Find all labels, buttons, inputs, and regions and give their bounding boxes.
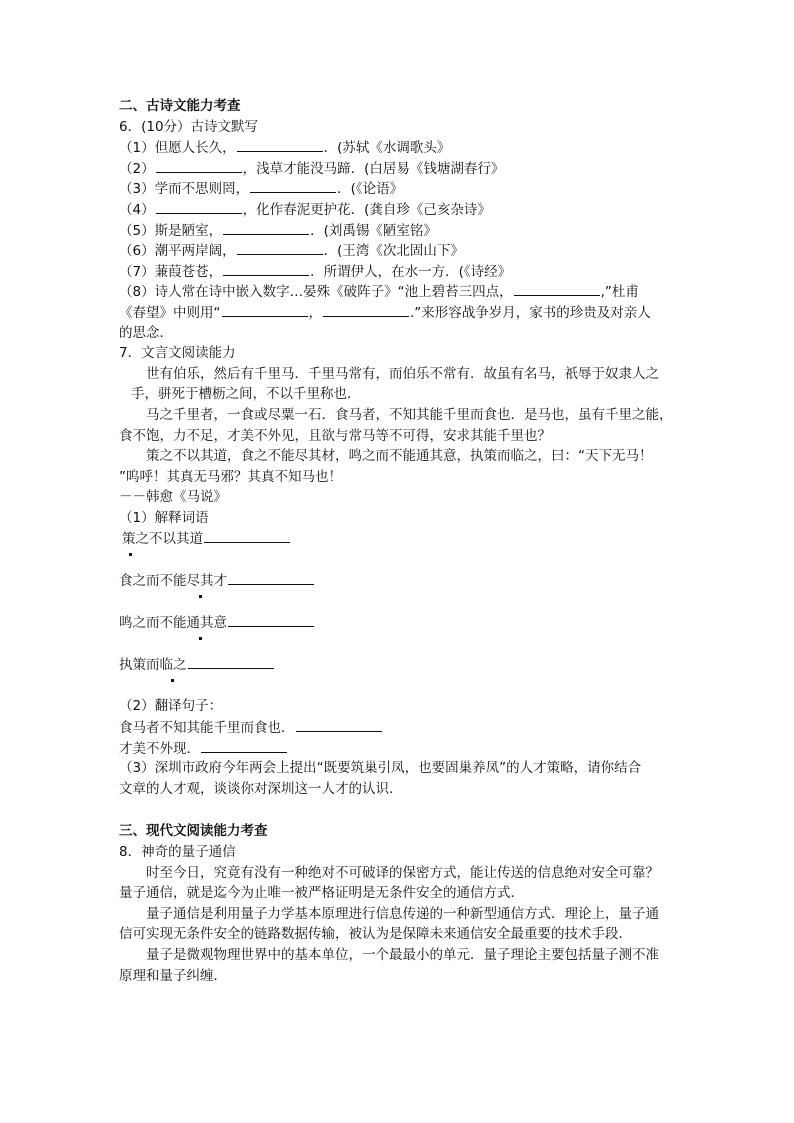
q6-item-8-text2: ,”杜甫 <box>600 284 639 301</box>
q6-item-6-suffix: ．(王湾《次北固山下》 <box>323 243 464 260</box>
q7-sentence-1-text: 食马者不知其能千里而食也． <box>119 720 295 737</box>
q6-item-7-suffix: ．所谓伊人，在水一方．(《诗经》 <box>310 263 512 280</box>
q7-title: 7．文言文阅读能力 <box>119 345 236 362</box>
q6-item-8-text1: （8）诗人常在诗中嵌入数字…晏殊《破阵子》“池上碧苔三四点， <box>119 284 513 301</box>
q6-item-2-prefix: （2） <box>119 160 155 177</box>
answer-blank <box>223 261 309 276</box>
q6-item-8-text4: ， <box>308 304 322 321</box>
q7-word-4 <box>119 654 685 696</box>
q6-item-8-line3: 的思念． <box>119 324 173 341</box>
q7-para2-line1: 马之千里者，一食或尽粟一石．食马者，不知其能千里而食也．是马也，虽有千里之能， <box>146 406 673 423</box>
q7-word-1-text: 策之不以其道 <box>122 531 203 548</box>
answer-blank <box>250 178 336 193</box>
emphasis-dot <box>199 637 202 640</box>
q7-word-1 <box>119 528 685 570</box>
document-page <box>119 96 685 986</box>
q6-item-5-suffix: ．(刘禹锡《陋室铭》 <box>310 222 437 239</box>
q8-p1-line1: 时至今日，究竟有没有一种绝对不可破译的保密方式，能让传送的信息绝对安全可靠？ <box>146 864 659 881</box>
emphasis-dot <box>129 553 132 556</box>
q8-p3-line2: 原理和量子纠缠． <box>119 967 227 984</box>
q6-item-7 <box>119 261 685 282</box>
q7-sentence-1 <box>119 717 685 738</box>
q6-item-3-suffix: ．(《论语》 <box>337 181 404 198</box>
q7-para1-line2: 手，骈死于槽枥之间，不以千里称也． <box>131 386 361 403</box>
q6-item-4-suffix: ，化作春泥更护花．(龚自珍《己亥杂诗》 <box>242 201 491 218</box>
q7-sub3-line2: 文章的人才观，谈谈你对深圳这一人才的认识． <box>119 780 403 797</box>
q6-item-1-prefix: （1）但愿人长久， <box>119 140 236 157</box>
q7-sub1-title: （1）解释词语 <box>119 509 209 526</box>
answer-blank <box>156 199 242 214</box>
q7-word-2 <box>119 570 685 612</box>
q6-item-7-prefix: （7）蒹葭苍苍， <box>119 263 223 280</box>
section-gap <box>119 799 685 821</box>
q7-para1-line1: 世有伯乐，然后有千里马．千里马常有，而伯乐不常有．故虽有名马，祇辱于奴隶人之 <box>146 365 659 382</box>
answer-blank <box>188 654 274 669</box>
section2-heading: 二、古诗文能力考查 <box>119 98 241 114</box>
q6-item-8-text3: 《春望》中则用“ <box>119 304 221 321</box>
q6-title: 6．(10分）古诗文默写 <box>119 118 259 135</box>
answer-blank <box>514 281 600 296</box>
q7-sub2-title: （2）翻译句子： <box>119 698 223 715</box>
emphasis-dot <box>171 679 174 682</box>
answer-blank <box>296 717 382 732</box>
q6-item-1 <box>119 137 685 158</box>
q8-title: 8．神奇的量子通信 <box>119 844 236 861</box>
answer-blank <box>222 302 308 317</box>
q6-item-1-suffix: ．(苏轼《水调歌头》 <box>323 140 451 157</box>
q7-word-3-text: 鸣之而不能通其意 <box>119 615 227 632</box>
q6-item-8-line2 <box>119 302 685 323</box>
answer-blank <box>237 240 323 255</box>
q7-sentence-2-text: 才美不外现． <box>119 740 200 757</box>
q8-p2-line1: 量子通信是利用量子力学基本原理进行信息传递的一种新型通信方式．理论上，量子通 <box>146 905 659 922</box>
q6-item-8-text5: .”来形容战争岁月，家书的珍贵及对亲人 <box>410 304 651 321</box>
q6-item-8-line1 <box>119 281 685 302</box>
q7-word-4-text: 执策而临之 <box>119 657 187 674</box>
q7-sub3-line1: （3）深圳市政府今年两会上提出“既要筑巢引凤，也要固巢养凤”的人才策略，请你结合 <box>119 760 642 777</box>
emphasis-dot <box>199 595 202 598</box>
q6-item-6-prefix: （6）潮平两岸阔， <box>119 243 236 260</box>
q6-item-2-suffix: ，浅草才能没马蹄．(白居易《钱塘湖春行》 <box>242 160 505 177</box>
q6-item-4-prefix: （4） <box>119 201 155 218</box>
q8-p1-line2: 量子通信，就是迄今为止唯一被严格证明是无条件安全的通信方式． <box>119 885 524 902</box>
q6-item-3-prefix: （3）学而不思则罔， <box>119 181 250 198</box>
q7-sentence-2 <box>119 738 685 759</box>
answer-blank <box>228 570 314 585</box>
q7-word-2-text: 食之而不能尽其才 <box>119 573 227 590</box>
q6-item-5-prefix: （5）斯是陋室， <box>119 222 223 239</box>
q6-item-4 <box>119 199 685 220</box>
q7-para3-line2: ”呜呼！其真无马邪？其真不知马也！ <box>119 468 342 485</box>
answer-blank <box>201 738 287 753</box>
q7-word-3 <box>119 612 685 654</box>
answer-blank <box>323 302 409 317</box>
answer-blank <box>156 158 242 173</box>
q7-source: －－韩愈《马说》 <box>119 489 227 506</box>
q6-item-6 <box>119 240 685 261</box>
q6-item-3 <box>119 178 685 199</box>
q6-item-5 <box>119 220 685 241</box>
answer-blank <box>204 528 290 543</box>
section3-heading: 三、现代文阅读能力考查 <box>119 823 268 840</box>
q8-p2-line2: 信可实现无条件安全的链路数据传输，被认为是保障未来通信安全最重要的技术手段． <box>119 926 632 943</box>
answer-blank <box>223 220 309 235</box>
answer-blank <box>228 612 314 627</box>
answer-blank <box>237 137 323 152</box>
q8-p3-line1: 量子是微观物理世界中的基本单位，一个最最小的单元．量子理论主要包括量子测不准 <box>146 947 659 963</box>
q7-para2-line2: 食不饱，力不足，才美不外见，且欲与常马等不可得，安求其能千里也？ <box>119 427 551 444</box>
q6-item-2 <box>119 158 685 179</box>
q7-para3-line1: 策之不以其道，食之不能尽其材，鸣之而不能通其意，执策而临之，曰：“天下无马！ <box>146 448 653 465</box>
